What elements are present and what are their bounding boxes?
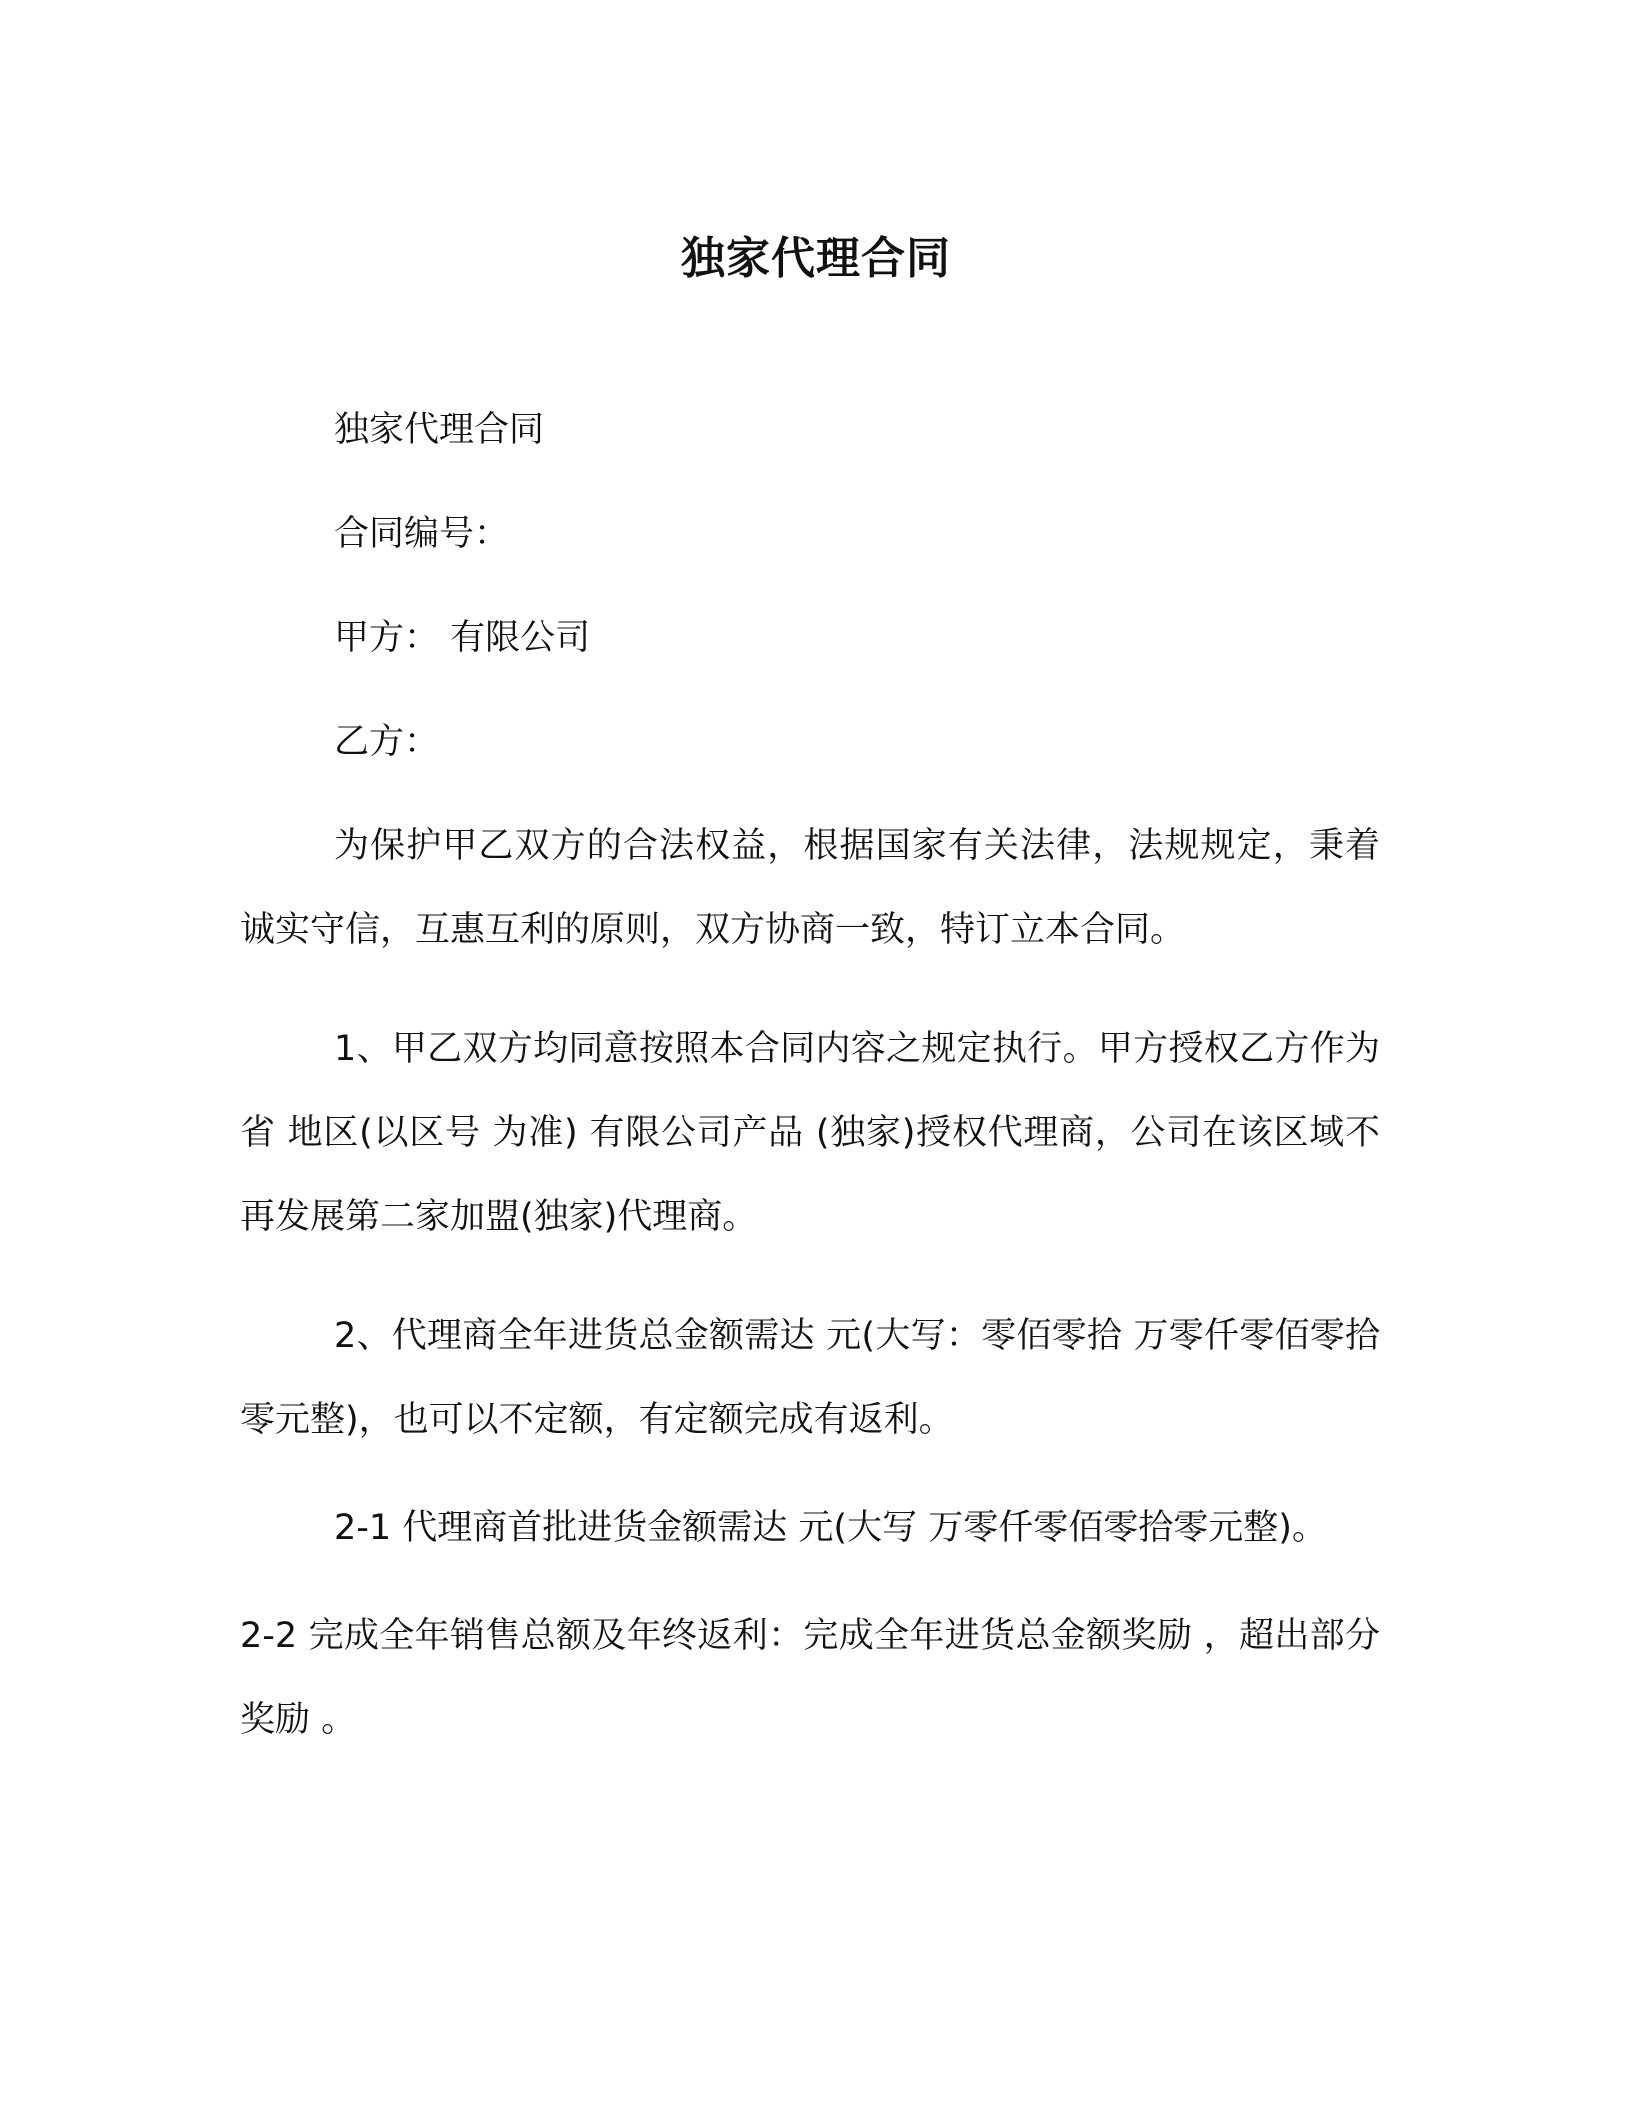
document-body (240, 388, 1380, 1797)
intro-paragraph: 为保护甲乙双方的合法权益，根据国家有关法律，法规规定，秉着诚实守信，互惠互利的原则，双方协商一致，特订立本合同。 (240, 826, 1380, 950)
contract-name-line: 独家代理合同 (334, 410, 545, 450)
clause-2-paragraph: 2、代理商全年进货总金额需达 元(大写：零佰零拾 万零仟零佰零拾零元整)，也可以不定额，有定额完成有返利。 (240, 1316, 1380, 1440)
document-title: 独家代理合同 (681, 233, 951, 284)
clause-2-1-paragraph: 2-1 代理商首批进货金额需达 元(大写 万零仟零佰零拾零元整)。 (334, 1508, 1327, 1548)
party-a-line: 甲方： 有限公司 (334, 618, 591, 658)
clause-1-paragraph: 1、甲乙双方均同意按照本合同内容之规定执行。甲方授权乙方作为 省 地区(以区号 为准) 有限公司产品 (独家)授权代理商，公司在该区域不再发展第二家加盟(独家)代理商。 (240, 1029, 1380, 1237)
contract-number-line: 合同编号： (334, 514, 510, 554)
clause-2-2-paragraph: 2-2 完成全年销售总额及年终返利：完成全年进货总金额奖励 ，超出部分奖励 。 (240, 1616, 1380, 1740)
party-b-line: 乙方： (334, 722, 440, 762)
